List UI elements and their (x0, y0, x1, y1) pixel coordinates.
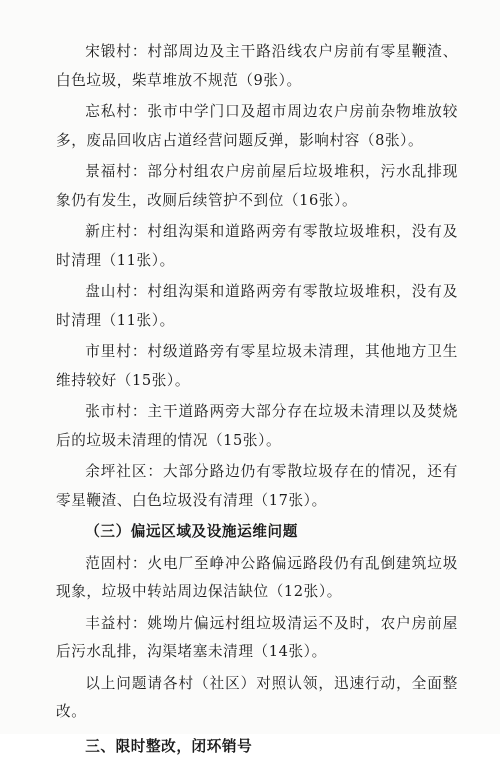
village-name: 范固村 (85, 555, 132, 572)
paragraph-jingfu (56, 158, 458, 215)
village-name: 张市村 (85, 403, 132, 420)
village-name: 新庄村 (85, 223, 132, 240)
paragraph-text: ：村组沟渠和道路两旁有零散垃圾堆积，没有及时清理（11张）。 (56, 223, 458, 269)
paragraph-text: ：村组沟渠和道路两旁有零散垃圾堆积，没有及时清理（11张）。 (56, 283, 458, 329)
paragraph-xinzhuang (56, 218, 458, 275)
paragraph-yuping (56, 458, 458, 515)
paragraph-wangsi (56, 98, 458, 155)
paragraph-songduan (56, 38, 458, 95)
document-body (56, 38, 458, 761)
section-heading: （三）偏远区域及设施运维问题 (56, 518, 458, 547)
village-name: 丰益村 (85, 615, 132, 632)
paragraph-text: ：村级道路旁有零星垃圾未清理，其他地方卫生维持较好（15张）。 (56, 343, 458, 389)
village-name: 市里村 (85, 343, 132, 360)
closing-paragraph: 以上问题请各村（社区）对照认领，迅速行动，全面整改。 (56, 670, 458, 727)
paragraph-fengyi (56, 610, 458, 667)
paragraph-text: ：张市中学门口及超市周边农户房前杂物堆放较多，废品回收店占道经营问题反弹，影响村容（8张）。 (56, 103, 458, 149)
village-name: 盘山村 (85, 283, 132, 300)
village-name: 景福村 (85, 163, 132, 180)
paragraph-panshan (56, 278, 458, 335)
paragraph-text: ：村部周边及主干路沿线农户房前有零星鞭渣、白色垃圾，柴草堆放不规范（9张）。 (56, 43, 458, 89)
village-name: 忘私村 (85, 103, 132, 120)
paragraph-shili (56, 338, 458, 395)
village-name: 宋锻村 (85, 43, 132, 60)
paragraph-text: ：火电厂至峥冲公路偏远路段仍有乱倒建筑垃圾现象，垃圾中转站周边保洁缺位（12张）。 (56, 555, 458, 601)
paragraph-text: ：姚坳片偏远村组垃圾清运不及时，农户房前屋后污水乱排，沟渠堵塞未清理（14张）。 (56, 615, 458, 661)
paragraph-text: ：大部分路边仍有零散垃圾存在的情况，还有零星鞭渣、白色垃圾没有清理（17张）。 (56, 463, 458, 509)
paragraph-text: ：主干道路两旁大部分存在垃圾未清理以及焚烧后的垃圾未清理的情况（15张）。 (56, 403, 458, 449)
paragraph-zhangshi (56, 398, 458, 455)
village-name: 余坪社区 (85, 463, 147, 480)
final-heading: 三、限时整改，闭环销号 (56, 733, 458, 761)
paragraph-fangu (56, 550, 458, 607)
paragraph-text: ：部分村组农户房前屋后垃圾堆积，污水乱排现象仍有发生，改厕后续管护不到位（16张）。 (56, 163, 458, 209)
